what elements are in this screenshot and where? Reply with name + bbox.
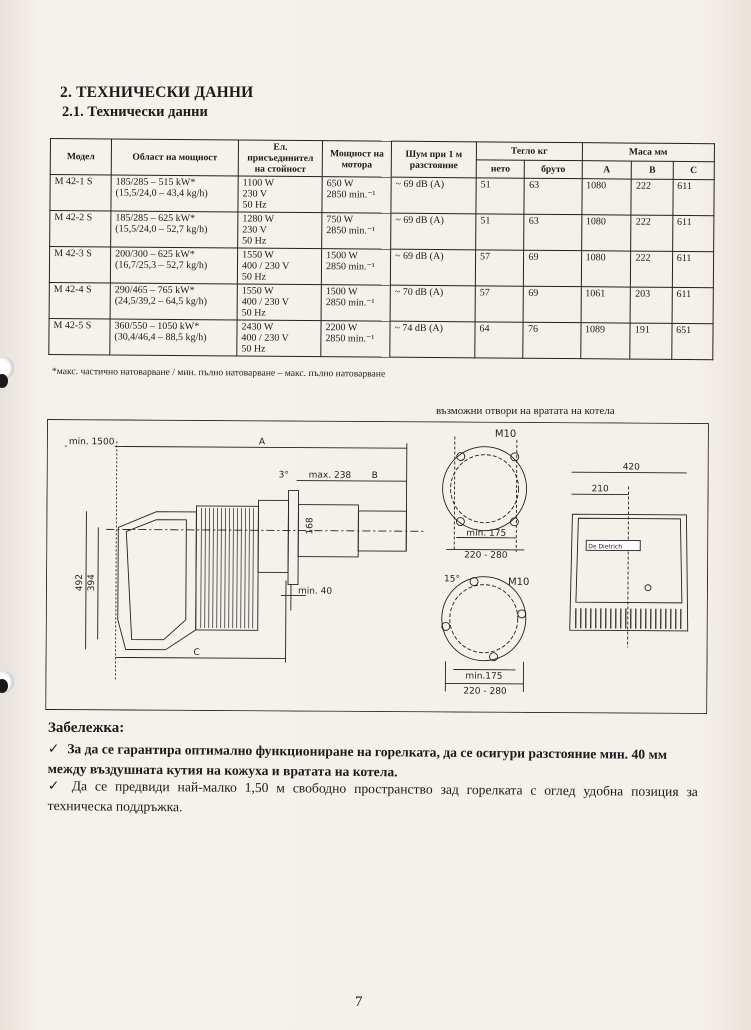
cell-electric: [238, 212, 322, 249]
power-line-2: (15,5/24,0 – 43,4 kg/h): [115, 187, 208, 200]
cell-power-range: [111, 211, 238, 248]
dim-line-c: [116, 657, 286, 658]
front-center-axis: [628, 487, 629, 648]
label-210: 210: [591, 484, 609, 495]
door-axis-top: [454, 436, 455, 551]
cell-power-range: [110, 247, 237, 284]
el-line-3: 50 Hz: [241, 271, 267, 283]
page-number: 7: [355, 994, 363, 1010]
motor-line-1: 750 W: [326, 214, 354, 226]
header-noise: Шум при 1 м разстояние: [391, 141, 476, 178]
cell-net: 57: [475, 286, 524, 322]
motor-line-1: 2200 W: [325, 322, 358, 334]
label-a: A: [258, 437, 266, 448]
cell-b: 191: [630, 323, 672, 359]
cell-a: 1080: [581, 179, 631, 215]
cell-power-range: [111, 175, 238, 212]
cell-c: 611: [672, 215, 714, 251]
cell-net: 51: [476, 178, 525, 214]
checkmark-icon: ✓: [47, 777, 64, 795]
header-weight: Тегло кг: [476, 142, 582, 161]
table-row: [50, 175, 714, 216]
table-footnote: *макс. частично натоварване / мин. пълно натоварване – макс. пълно натоварване: [51, 366, 386, 380]
power-line-1: 200/300 – 625 kW*: [115, 248, 195, 261]
front-grille: [576, 608, 681, 629]
door-opening-top-inner: [450, 454, 518, 522]
label-220-280-bottom: 220 - 280: [463, 686, 507, 697]
cell-motor: [321, 285, 390, 322]
power-line-1: 290/465 – 765 kW*: [114, 284, 195, 297]
power-line-2: (30,4/46,4 – 88,5 kg/h): [114, 331, 207, 344]
subsection-title: 2.1. Технически данни: [62, 104, 208, 120]
front-housing-inner: [576, 518, 683, 603]
cell-net: 64: [475, 322, 524, 358]
label-min40: min. 40: [297, 586, 333, 597]
el-line-1: 2430 W: [241, 321, 274, 333]
el-line-1: 1550 W: [241, 285, 274, 297]
cell-gross: 76: [523, 322, 580, 358]
motor-line-2: 2850 min.⁻¹: [326, 189, 376, 201]
label-3deg: 3°: [278, 470, 289, 481]
el-line-3: 50 Hz: [241, 343, 266, 355]
header-electric-supply: Ел. присъединител на стойност: [238, 140, 322, 177]
note-item-maintenance-text: Да се предвиди най-малко 1,50 м свободно пространство зад горелката с оглед удобна позиция за техническа поддръжка.: [47, 778, 698, 815]
cell-net: 57: [475, 250, 524, 286]
table-row: [49, 282, 713, 323]
cell-gross: 69: [524, 286, 581, 322]
label-c: C: [193, 647, 200, 658]
power-line-1: 185/285 – 625 kW*: [115, 212, 196, 225]
burner-housing-inner: [126, 519, 187, 639]
header-model: Модел: [50, 139, 111, 175]
cell-model: M 42-4 S: [49, 282, 110, 318]
table-row: [49, 318, 713, 359]
label-m10-top: M10: [494, 428, 517, 440]
drawing-border: [46, 420, 709, 714]
label-220-280-top: 220 - 280: [464, 550, 508, 561]
motor-line-2: 2850 min.⁻¹: [325, 261, 375, 273]
table-header-row: [50, 139, 714, 162]
header-mass: Маса мм: [582, 143, 715, 162]
cell-c: 651: [671, 323, 713, 359]
note-item-clearance-text: За да се гарантира оптимално функциониране на горелката, да се осигури разстояние мин. 40 мм между въздушната кутия на кожуха и вратата на котела.: [47, 741, 668, 780]
cell-a: 1061: [581, 287, 631, 323]
cell-noise: ~ 70 dB (A): [390, 285, 475, 322]
el-line-3: 50 Hz: [241, 307, 266, 319]
door-opening-bottom: [442, 576, 530, 661]
table-row: [50, 211, 714, 252]
checkmark-icon: ✓: [47, 740, 60, 758]
el-line-3: 50 Hz: [242, 199, 267, 211]
header-weight-gross: бруто: [525, 160, 582, 178]
header-power-range: Област на мощност: [111, 139, 238, 176]
motor-line-1: 650 W: [326, 178, 354, 190]
cell-net: 51: [476, 214, 525, 250]
label-15deg: 15°: [443, 574, 461, 585]
cell-noise: ~ 74 dB (A): [390, 321, 475, 358]
door-axis-top-right: [516, 440, 517, 552]
technical-data-table: [48, 138, 715, 360]
section-title: 2. ТЕХНИЧЕСКИ ДАННИ: [60, 84, 254, 101]
center-axis: [106, 529, 426, 531]
bolt-hole: [456, 518, 464, 526]
motor-line-1: 1500 W: [325, 286, 358, 298]
door-opening-bottom-inner: [450, 584, 518, 652]
el-line-3: 50 Hz: [242, 235, 267, 247]
header-mass-c: C: [673, 161, 714, 179]
cell-a: 1089: [580, 323, 630, 359]
burner-housing: [118, 511, 197, 649]
cell-power-range: [110, 283, 237, 320]
cell-c: 611: [672, 287, 714, 323]
power-line-1: 360/550 – 1050 kW*: [114, 320, 200, 333]
cell-a: 1080: [581, 251, 631, 287]
label-m10-bottom: M10: [507, 576, 530, 588]
cell-noise: ~ 69 dB (A): [390, 249, 475, 286]
cell-model: M 42-2 S: [50, 211, 111, 247]
motor-line-2: 2850 min.⁻¹: [325, 297, 375, 309]
drawing-caption: възможни отвори на вратата на котела: [436, 405, 615, 417]
cell-b: 222: [631, 251, 673, 287]
label-max238: max. 238: [308, 470, 352, 481]
header-mass-b: B: [632, 161, 673, 179]
cell-model: M 42-1 S: [50, 175, 111, 211]
cell-c: 611: [673, 179, 715, 215]
dim-ext-c: [286, 580, 287, 662]
front-indicator: [645, 585, 651, 591]
cell-b: 203: [630, 287, 672, 323]
el-line-2: 400 / 230 V: [241, 296, 290, 308]
table-row: [49, 247, 713, 288]
cell-b: 222: [631, 215, 673, 251]
power-line-1: 185/285 – 515 kW*: [115, 176, 196, 189]
bolt-hole: [518, 610, 526, 618]
dim-line-394: [98, 527, 99, 639]
el-line-1: 1550 W: [242, 249, 274, 261]
power-line-2: (16,7/25,3 – 52,7 kg/h): [114, 259, 208, 272]
label-420: 420: [622, 462, 640, 473]
burner-flange-block: [258, 500, 288, 572]
label-min175-top: min. 175: [466, 528, 507, 539]
header-mass-a: A: [582, 161, 632, 179]
cell-model: M 42-3 S: [49, 247, 110, 283]
header-motor-power: Мощност на мотора: [322, 141, 391, 178]
motor-line-2: 2850 min.⁻¹: [326, 225, 376, 237]
label-b: B: [371, 470, 378, 482]
label-min1500: min. 1500: [68, 437, 115, 448]
cell-gross: 63: [524, 178, 581, 214]
bolt-hole: [510, 518, 518, 526]
cell-power-range: [110, 319, 237, 356]
dim-ext-left: [115, 441, 116, 679]
cell-electric: [237, 320, 321, 357]
cell-motor: [321, 321, 390, 358]
motor-line-2: 2850 min.⁻¹: [325, 333, 375, 345]
power-line-2: (15,5/24,0 – 52,7 kg/h): [115, 223, 208, 236]
cell-electric: [237, 248, 321, 285]
notes-title: Забележка:: [48, 720, 125, 736]
cell-c: 611: [672, 251, 714, 287]
burner-flange: [288, 490, 299, 584]
motor-line-1: 1500 W: [326, 250, 358, 262]
cell-noise: ~ 69 dB (A): [391, 213, 476, 250]
technical-drawing: [45, 419, 709, 714]
cell-motor: [321, 249, 390, 286]
bolt-hole: [470, 578, 478, 586]
cell-gross: 63: [524, 214, 581, 250]
el-line-2: 230 V: [242, 188, 268, 200]
label-492: 492: [74, 573, 86, 592]
brand-label: De Dietrich: [588, 543, 623, 551]
cell-motor: [322, 177, 391, 214]
el-line-1: 1280 W: [242, 213, 275, 225]
note-item-maintenance-space: [48, 776, 698, 821]
label-168: 168: [305, 517, 316, 535]
cell-a: 1080: [581, 215, 631, 251]
power-line-2: (24,5/39,2 – 64,5 kg/h): [114, 295, 207, 308]
el-line-2: 400 / 230 V: [241, 260, 290, 272]
cell-electric: [237, 284, 321, 321]
label-394: 394: [86, 574, 98, 592]
cell-gross: 69: [524, 250, 581, 286]
label-min175-bottom: min.175: [465, 671, 503, 682]
cell-model: M 42-5 S: [49, 318, 110, 354]
el-line-2: 400 / 230 V: [241, 332, 289, 344]
cell-noise: ~ 69 dB (A): [391, 177, 476, 214]
cell-b: 222: [631, 179, 673, 215]
el-line-1: 1100 W: [242, 177, 275, 189]
motor-fins: [201, 508, 254, 628]
cell-motor: [322, 213, 391, 250]
cell-electric: [238, 176, 322, 213]
header-weight-net: нето: [476, 160, 525, 178]
el-line-2: 230 V: [242, 224, 267, 236]
